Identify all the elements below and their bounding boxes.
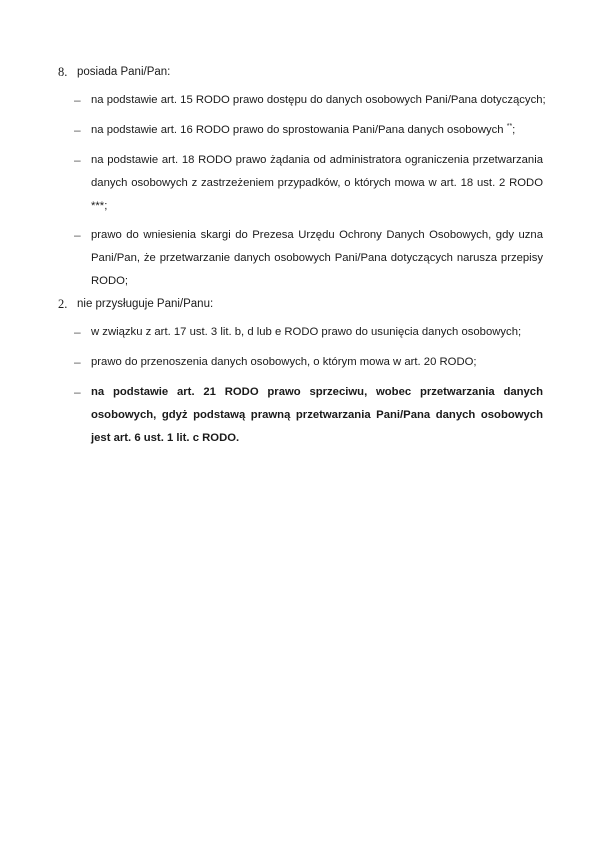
dash-marker: – xyxy=(74,385,81,399)
item-text-tail: ; xyxy=(512,124,516,136)
item-text: prawo do przenoszenia danych osobowych, o którym mowa w art. 20 RODO; xyxy=(91,356,477,368)
section-heading: posiada Pani/Pan: xyxy=(77,66,171,78)
dash-marker: – xyxy=(74,355,81,369)
dash-marker: – xyxy=(74,153,81,167)
section-number: 2. xyxy=(58,297,68,311)
item-text-main: na podstawie art. 16 RODO prawo do sprostowania Pani/Pana danych osobowych xyxy=(91,124,504,136)
section-number: 8. xyxy=(58,65,68,79)
item-text: prawo do wniesienia skargi do Prezesa Urzędu Ochrony Danych Osobowych, gdy uzna Pani/Pan, że przetwarzanie danych osobowych Pani/Pana dotyczących narusza przepisy RODO; xyxy=(91,229,543,287)
dash-marker: – xyxy=(74,93,81,107)
item-text: w związku z art. 17 ust. 3 lit. b, d lub e RODO prawo do usunięcia danych osobowych; xyxy=(91,326,522,338)
section-heading: nie przysługuje Pani/Panu: xyxy=(77,298,214,310)
footnote-marker: ** xyxy=(506,123,513,131)
dash-marker: – xyxy=(74,228,81,242)
dash-marker: – xyxy=(74,325,81,339)
item-text: na podstawie art. 18 RODO prawo żądania od administratora ograniczenia przetwarzania danych osobowych z zastrzeżeniem przypadków, o których mowa w art. 18 ust. 2 RODO ***; xyxy=(91,154,543,212)
item-text xyxy=(91,119,543,142)
item-text: na podstawie art. 21 RODO prawo sprzeciwu, wobec przetwarzania danych osobowych, gdyż podstawą prawną przetwarzania Pani/Pana danych osobowych jest art. 6 ust. 1 lit. c RODO. xyxy=(91,386,543,444)
dash-marker: – xyxy=(74,123,81,137)
item-text: na podstawie art. 15 RODO prawo dostępu do danych osobowych Pani/Pana dotyczących; xyxy=(91,94,546,106)
